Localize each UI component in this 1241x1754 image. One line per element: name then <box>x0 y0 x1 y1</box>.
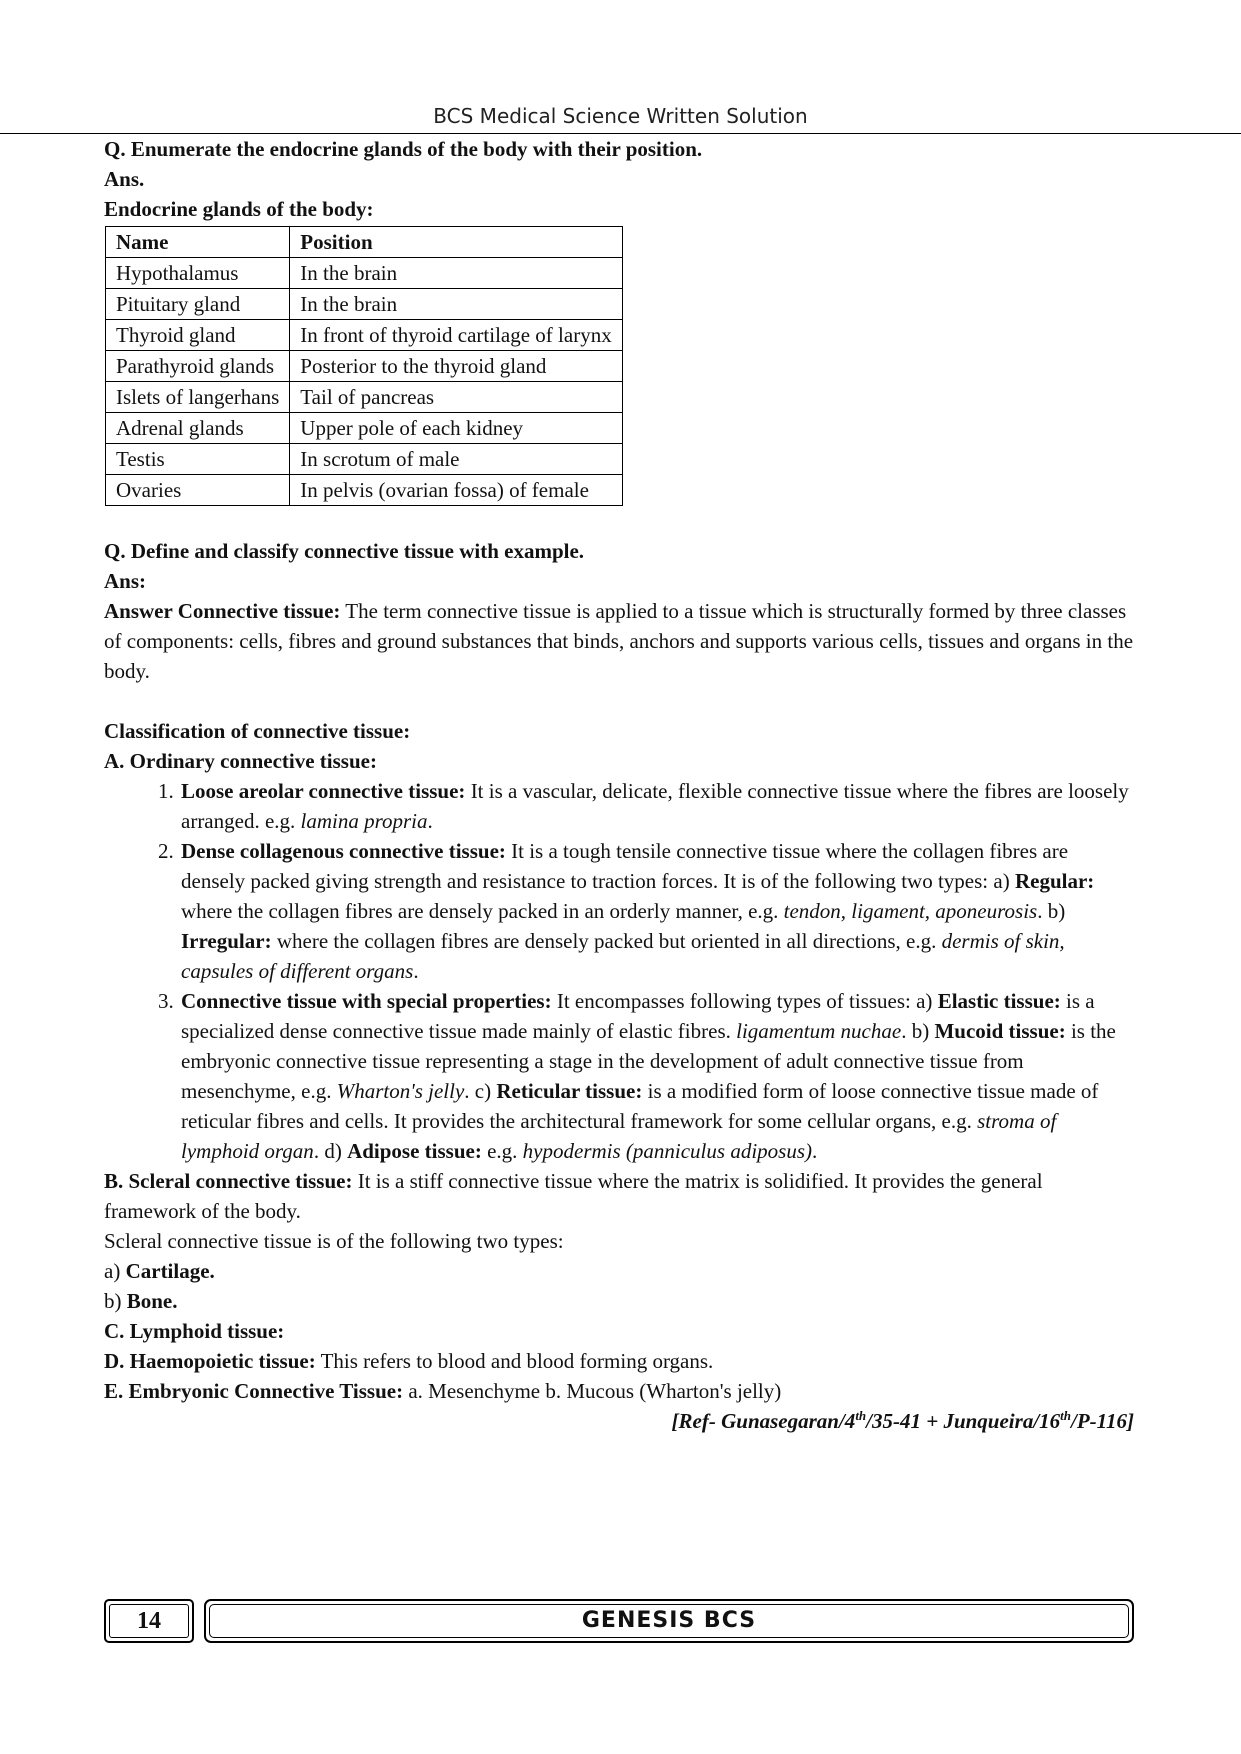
definition-paragraph <box>104 596 1134 686</box>
mucoid-example: Wharton's jelly <box>336 1079 465 1103</box>
definition-label: Answer Connective tissue: <box>104 599 341 623</box>
ref-sup-2: th <box>1060 1408 1071 1423</box>
ref-part-3: /P-116] <box>1071 1409 1134 1433</box>
irregular-example: dermis of skin, capsules of different organs <box>181 929 1065 983</box>
page-number-box <box>104 1599 194 1643</box>
answer-label-2: Ans: <box>104 569 147 593</box>
table-row <box>106 289 623 320</box>
section-b-type-b <box>104 1286 1134 1316</box>
type-a-label: Cartilage. <box>125 1259 215 1283</box>
table-row <box>106 382 623 413</box>
table-row <box>106 444 623 475</box>
table-cell-name: Islets of langerhans <box>106 382 290 413</box>
section-b-type-a <box>104 1256 1134 1286</box>
mucoid-label: Mucoid tissue: <box>934 1019 1066 1043</box>
column-header-position: Position <box>290 227 622 258</box>
regular-text: where the collagen fibres are densely packed in an orderly manner, e.g. <box>181 899 784 923</box>
sep-b: . b) <box>901 1019 935 1043</box>
type-a-prefix: a) <box>104 1259 126 1283</box>
table-row <box>106 475 623 506</box>
table-cell-position: In scrotum of male <box>290 444 622 475</box>
regular-label: Regular: <box>1014 869 1095 893</box>
item-mid: . b) <box>1037 899 1066 923</box>
reference-line <box>104 1406 1134 1436</box>
table-cell-position: In front of thyroid cartilage of larynx <box>290 320 622 351</box>
table-cell-position: In the brain <box>290 258 622 289</box>
type-b-prefix: b) <box>104 1289 127 1313</box>
table-cell-name: Hypothalamus <box>106 258 290 289</box>
classification-heading: Classification of connective tissue: <box>104 719 411 743</box>
section-c-heading: C. Lymphoid tissue: <box>104 1319 285 1343</box>
table-header-row <box>106 227 623 258</box>
reticular-example: stroma of lymphoid organ <box>181 1109 1057 1163</box>
table-row <box>106 413 623 444</box>
table-cell-name: Testis <box>106 444 290 475</box>
ref-sup-1: th <box>855 1408 867 1423</box>
ref-part-1: [Ref- Gunasegaran/4 <box>671 1409 856 1433</box>
item-example: lamina propria <box>300 809 428 833</box>
sep-c: . c) <box>464 1079 497 1103</box>
running-header: BCS Medical Science Written Solution <box>433 104 808 128</box>
table-row <box>106 351 623 382</box>
table-caption: Endocrine glands of the body: <box>104 197 374 221</box>
column-header-name: Name <box>106 227 290 258</box>
list-item <box>179 986 1134 1166</box>
item-end: . <box>413 959 419 983</box>
brand-name: GENESIS BCS <box>209 1604 1129 1638</box>
table-cell-position: Posterior to the thyroid gland <box>290 351 622 382</box>
regular-example: tendon, ligament, aponeurosis <box>783 899 1038 923</box>
page-number: 14 <box>109 1604 189 1638</box>
list-item <box>179 836 1134 986</box>
question-2: Q. Define and classify connective tissue with example. <box>104 539 585 563</box>
reticular-text: is a modified form of loose connective tissue made of reticular fibres and cells. It provides the architectural framework for some cellular organs, e.g. <box>181 1079 1099 1133</box>
elastic-label: Elastic tissue: <box>937 989 1061 1013</box>
page-content <box>104 134 1134 1436</box>
table-cell-name: Thyroid gland <box>106 320 290 351</box>
table-cell-name: Parathyroid glands <box>106 351 290 382</box>
table-cell-position: Upper pole of each kidney <box>290 413 622 444</box>
section-a-heading: A. Ordinary connective tissue: <box>104 749 377 773</box>
item-text: It is a vascular, delicate, flexible connective tissue where the fibres are loosely arranged. e.g. <box>181 779 1129 833</box>
type-b-label: Bone. <box>126 1289 178 1313</box>
adipose-example: hypodermis (panniculus adiposus) <box>522 1139 812 1163</box>
section-d-text: This refers to blood and blood forming organs. <box>315 1349 714 1373</box>
ref-part-2: /35-41 + Junqueira/16 <box>866 1409 1061 1433</box>
section-b-types: Scleral connective tissue is of the following two types: <box>104 1229 564 1253</box>
item-text: It is a tough tensile connective tissue where the collagen fibres are densely packed giving strength and resistance to traction forces. It is of the following two types: a) <box>181 839 1069 893</box>
elastic-text: is a specialized dense connective tissue made mainly of elastic fibres. <box>181 989 1095 1043</box>
irregular-text: where the collagen fibres are densely packed but oriented in all directions, e.g. <box>271 929 942 953</box>
table-cell-position: In pelvis (ovarian fossa) of female <box>290 475 622 506</box>
item-label: Loose areolar connective tissue: <box>181 779 466 803</box>
item-text: It encompasses following types of tissues: a) <box>551 989 938 1013</box>
table-cell-position: Tail of pancreas <box>290 382 622 413</box>
adipose-label: Adipose tissue: <box>347 1139 482 1163</box>
question-1: Q. Enumerate the endocrine glands of the body with their position. <box>104 137 703 161</box>
section-e-paragraph <box>104 1376 1134 1406</box>
table-row <box>106 258 623 289</box>
endocrine-glands-table <box>105 226 623 506</box>
table-cell-name: Adrenal glands <box>106 413 290 444</box>
answer-label-1: Ans. <box>104 167 145 191</box>
ordinary-tissue-list <box>104 776 1134 1166</box>
item-label: Dense collagenous connective tissue: <box>181 839 506 863</box>
table-cell-position: In the brain <box>290 289 622 320</box>
list-item <box>179 776 1134 836</box>
section-b-paragraph <box>104 1166 1134 1226</box>
definition-text: The term connective tissue is applied to a tissue which is structurally formed by three classes of components: cells, fibres and ground substances that binds, anchors and supports various cells, tissues and organs in the body. <box>104 599 1134 683</box>
elastic-example: ligamentum nuchae <box>736 1019 902 1043</box>
section-b-text: It is a stiff connective tissue where the matrix is solidified. It provides the general framework of the body. <box>104 1169 1043 1223</box>
item-end: . <box>427 809 433 833</box>
item-label: Connective tissue with special properties: <box>181 989 552 1013</box>
sep-d: . d) <box>313 1139 348 1163</box>
section-d-heading: D. Haemopoietic tissue: <box>104 1349 316 1373</box>
adipose-text: e.g. <box>481 1139 523 1163</box>
section-e-text: a. Mesenchyme b. Mucous (Wharton's jelly) <box>403 1379 782 1403</box>
irregular-label: Irregular: <box>181 929 272 953</box>
brand-box <box>204 1599 1134 1643</box>
table-row <box>106 320 623 351</box>
section-d-paragraph <box>104 1346 1134 1376</box>
section-b-heading: B. Scleral connective tissue: <box>104 1169 353 1193</box>
mucoid-text: is the embryonic connective tissue representing a stage in the development of adult connective tissue from mesenchyme, e.g. <box>181 1019 1116 1103</box>
table-cell-name: Pituitary gland <box>106 289 290 320</box>
table-cell-name: Ovaries <box>106 475 290 506</box>
reticular-label: Reticular tissue: <box>496 1079 643 1103</box>
item-end: . <box>812 1139 818 1163</box>
section-e-heading: E. Embryonic Connective Tissue: <box>104 1379 404 1403</box>
